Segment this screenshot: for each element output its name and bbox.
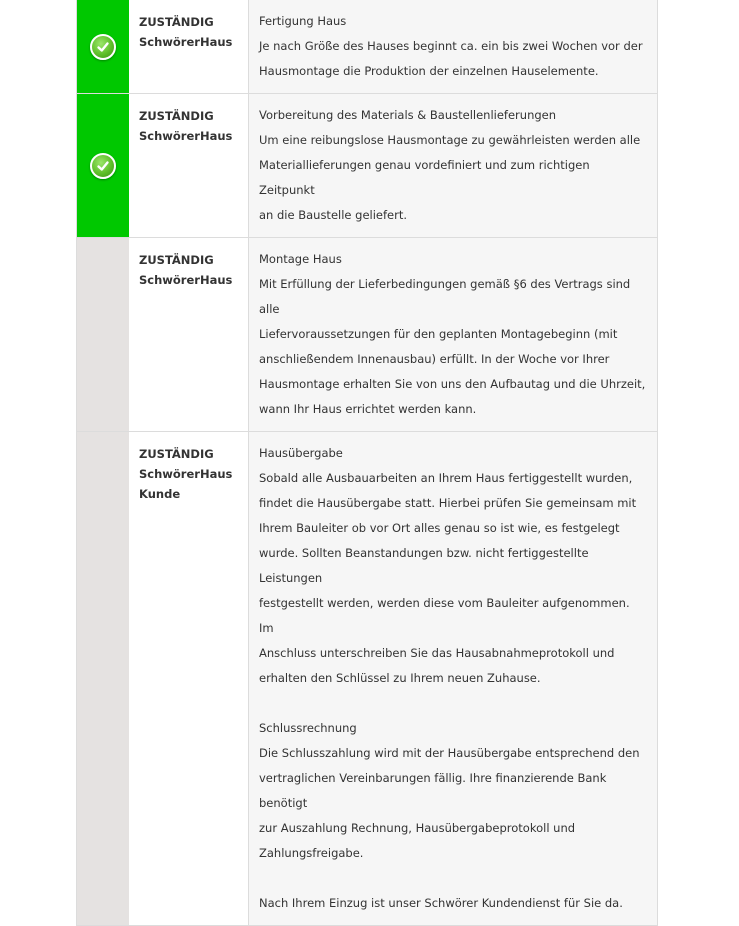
- responsible-party: SchwörerHaus: [139, 129, 233, 143]
- step-description: [249, 0, 657, 93]
- step-text-line: findet die Hausübergabe statt. Hierbei prüfen Sie gemeinsam mit: [259, 496, 637, 510]
- step-text-line: Hausmontage die Produktion der einzelnen Hauselemente.: [259, 64, 599, 78]
- step-text-line: Sobald alle Ausbauarbeiten an Ihrem Haus fertiggestellt wurden,: [259, 471, 633, 485]
- status-cell-pending: [77, 432, 129, 925]
- responsible-cell: [129, 432, 249, 925]
- checkmark-icon: [90, 34, 116, 60]
- step-text-line: Zahlungsfreigabe.: [259, 846, 364, 860]
- responsible-heading: ZUSTÄNDIG: [139, 109, 214, 123]
- step-description: [249, 238, 657, 431]
- step-text-line: vertraglichen Vereinbarungen fällig. Ihre finanzierende Bank benötigt: [259, 771, 607, 810]
- step-row: [77, 238, 657, 432]
- construction-steps-table: [76, 0, 658, 926]
- responsible-cell: [129, 238, 249, 431]
- step-row: [77, 94, 657, 238]
- responsible-heading: ZUSTÄNDIG: [139, 15, 214, 29]
- responsible-party: Kunde: [139, 487, 181, 501]
- step-row: [77, 432, 657, 926]
- step-text-line: Materiallieferungen genau vordefiniert und zum richtigen Zeitpunkt: [259, 158, 590, 197]
- step-text-line: anschließendem Innenausbau) erfüllt. In der Woche vor Ihrer: [259, 352, 610, 366]
- paragraph-gap: [259, 866, 647, 891]
- step-text-line: wann Ihr Haus errichtet werden kann.: [259, 402, 477, 416]
- step-title: Fertigung Haus: [259, 14, 347, 28]
- step-text-line: Um eine reibungslose Hausmontage zu gewährleisten werden alle: [259, 133, 641, 147]
- checkmark-icon: [90, 153, 116, 179]
- paragraph-gap: [259, 691, 647, 716]
- responsible-heading: ZUSTÄNDIG: [139, 447, 214, 461]
- step-description: [249, 94, 657, 237]
- responsible-heading: ZUSTÄNDIG: [139, 253, 214, 267]
- step-title: Montage Haus: [259, 252, 342, 266]
- step-text-line: zur Auszahlung Rechnung, Hausübergabeprotokoll und: [259, 821, 576, 835]
- step-text-line: Hausmontage erhalten Sie von uns den Aufbautag und die Uhrzeit,: [259, 377, 646, 391]
- step-title: Vorbereitung des Materials & Baustellenlieferungen: [259, 108, 557, 122]
- step-row: [77, 0, 657, 94]
- step-text-line: Die Schlusszahlung wird mit der Hausübergabe entsprechend den: [259, 746, 640, 760]
- step-text-line: wurde. Sollten Beanstandungen bzw. nicht fertiggestellte Leistungen: [259, 546, 589, 585]
- status-cell-completed: [77, 94, 129, 237]
- step-description: [249, 432, 657, 925]
- responsible-cell: [129, 0, 249, 93]
- step-text-line: Nach Ihrem Einzug ist unser Schwörer Kundendienst für Sie da.: [259, 896, 623, 910]
- responsible-party: SchwörerHaus: [139, 467, 233, 481]
- responsible-cell: [129, 94, 249, 237]
- responsible-party: SchwörerHaus: [139, 273, 233, 287]
- step-text-line: festgestellt werden, werden diese vom Bauleiter aufgenommen. Im: [259, 596, 630, 635]
- step-text-line: Anschluss unterschreiben Sie das Hausabnahmeprotokoll und: [259, 646, 615, 660]
- status-cell-pending: [77, 238, 129, 431]
- step-text-line: Liefervoraussetzungen für den geplanten Montagebeginn (mit: [259, 327, 618, 341]
- step-title: Hausübergabe: [259, 446, 343, 460]
- step-text-line: Je nach Größe des Hauses beginnt ca. ein bis zwei Wochen vor der: [259, 39, 643, 53]
- step-text-line: an die Baustelle geliefert.: [259, 208, 407, 222]
- responsible-party: SchwörerHaus: [139, 35, 233, 49]
- step-text-line: Mit Erfüllung der Lieferbedingungen gemäß §6 des Vertrags sind alle: [259, 277, 631, 316]
- step-text-line: erhalten den Schlüssel zu Ihrem neuen Zuhause.: [259, 671, 541, 685]
- status-cell-completed: [77, 0, 129, 93]
- step-text-line: Schlussrechnung: [259, 721, 357, 735]
- step-text-line: Ihrem Bauleiter ob vor Ort alles genau so ist wie, es festgelegt: [259, 521, 620, 535]
